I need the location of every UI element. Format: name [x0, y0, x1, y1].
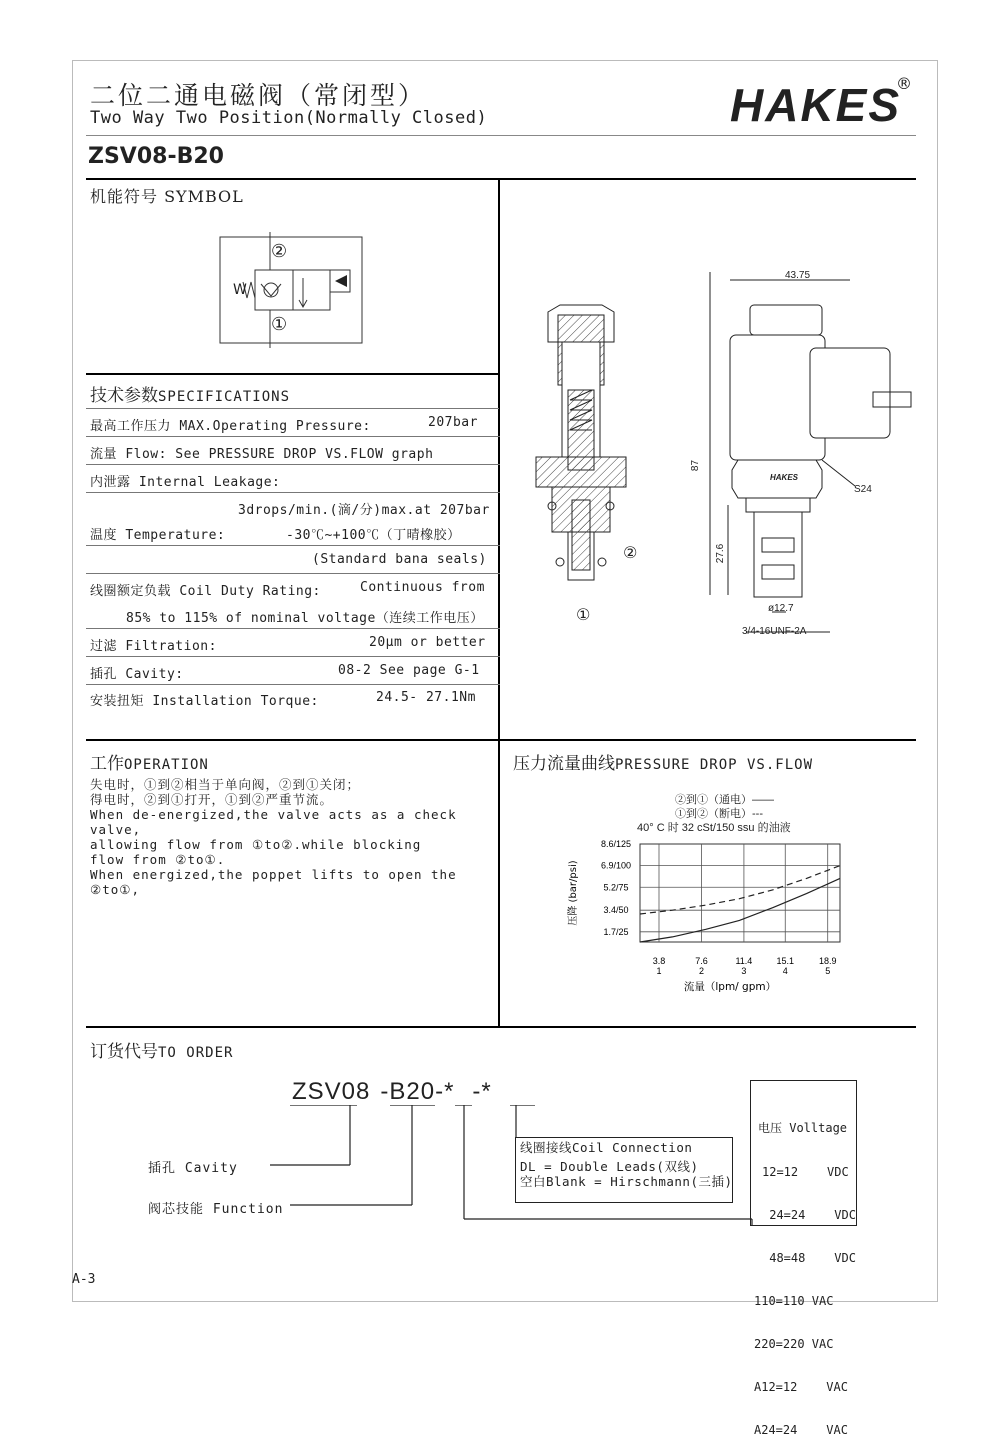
code-coil: * — [444, 1078, 455, 1105]
spec-row: (Standard bana seals) — [86, 546, 500, 574]
valve-cross-section-drawing — [510, 260, 920, 640]
spec-row: 安装扭矩 Installation Torque: 24.5- 27.1Nm — [90, 690, 476, 709]
x-tick-label-lpm: 3.8 — [652, 956, 666, 966]
page-number: A-3 — [72, 1272, 96, 1287]
y-tick-label: 8.6/125 — [600, 839, 632, 849]
function-label: 阀芯技能 Function — [148, 1202, 284, 1217]
title-cn: 二位二通电磁阀（常闭型） — [90, 81, 427, 110]
x-tick-label-lpm: 11.4 — [735, 956, 753, 966]
drawing-port2: ② — [623, 543, 638, 562]
model-number: ZSV08-B20 — [88, 144, 224, 169]
pressure-flow-chart — [560, 834, 860, 1004]
y-tick-label: 5.2/75 — [603, 882, 629, 893]
series-line-deenergized — [640, 866, 840, 914]
cavity-label: 插孔 Cavity — [148, 1161, 238, 1176]
spec-row: 3drops/min.(滴/分)max.at 207bar — [238, 503, 490, 518]
header-divider — [86, 135, 916, 136]
code-series: ZSV08 — [292, 1078, 371, 1105]
symbol-title: 机能符号 SYMBOL — [90, 187, 244, 206]
thread-spec: 3/4-16UNF-2A — [742, 626, 807, 637]
x-tick-label-lpm: 15.1 — [776, 956, 795, 966]
brand-logo: HAKES — [730, 79, 902, 131]
x-axis-label: 流量（lpm/ gpm） — [683, 981, 777, 993]
x-tick-label-gpm: 4 — [782, 966, 788, 976]
spec-row: 85% to 115% of nominal voltage（连续工作电压） — [86, 601, 500, 629]
spec-row: 温度 Temperature: -30℃~+100℃（丁晴橡胶） — [86, 518, 500, 546]
spec-row: 流量 Flow: See PRESSURE DROP VS.FLOW graph — [86, 437, 500, 465]
body-brand: HAKES — [770, 473, 799, 482]
y-tick-label: 1.7/25 — [603, 926, 629, 937]
y-tick-label: 3.4/50 — [603, 905, 629, 916]
legend-energized: ②到①（通电）—— — [675, 794, 774, 806]
order-title: 订货代号TO ORDER — [90, 1042, 234, 1062]
title-en: Two Way Two Position(Normally Closed) — [90, 108, 488, 128]
spec-row: 过滤 Filtration: 20μm or better — [86, 629, 500, 657]
x-tick-label-gpm: 1 — [656, 966, 662, 976]
model-divider — [86, 178, 916, 180]
mid-divider — [86, 739, 916, 741]
spec-top-divider — [86, 373, 499, 375]
spec-row: 插孔 Cavity: 08-2 See page G-1 — [86, 657, 500, 685]
symbol-port1: ① — [271, 314, 288, 335]
spring-label: W — [233, 282, 247, 298]
operation-text: 失电时，①到②相当于单向阀，②到①关闭； 得电时，②到①打开，①到②严重节流。 When de-energized,the valve acts as a check valve, allowing flow from ①to②.while blocking flow from ②to①. When energized,the poppet lifts to open the ②to①, — [90, 777, 457, 897]
y-axis-label: 压降 (bar/psi) — [568, 860, 579, 926]
x-tick-label-gpm: 3 — [741, 966, 747, 976]
graph-condition: 40° C 时 32 cSt/150 ssu 的油液 — [637, 822, 791, 834]
spec-row: 最高工作压力 MAX.Operating Pressure: 207bar — [86, 409, 500, 437]
spec-row: 内泄露 Internal Leakage: — [86, 465, 500, 493]
drawing-port1: ① — [576, 605, 591, 624]
plot-frame — [640, 844, 840, 942]
x-tick-label-gpm: 2 — [698, 966, 704, 976]
dim-height: 87 — [690, 459, 702, 472]
coil-connection-box: 线圈接线Coil Connection DL = Double Leads(双线) 空白Blank = Hirschmann(三插) — [515, 1137, 733, 1203]
spec-row: 线圈额定负载 Coil Duty Rating: Continuous from — [90, 580, 485, 599]
y-tick-label: 6.9/100 — [600, 860, 632, 871]
operation-title: 工作OPERATION — [90, 754, 209, 774]
hex-size: S24 — [854, 484, 872, 495]
code-voltage: * — [481, 1078, 492, 1105]
x-tick-label-lpm: 7.6 — [695, 956, 708, 966]
legend-deenergized: ①到②（断电）--- — [675, 808, 763, 820]
dim-lower: 27.6 — [715, 543, 727, 564]
dim-width: 43.75 — [785, 270, 811, 281]
spec-title: 技术参数SPECIFICATIONS — [90, 386, 291, 406]
registered-mark: ® — [896, 74, 912, 93]
code-function: B20 — [389, 1078, 436, 1105]
x-tick-label-lpm: 18.9 — [818, 956, 837, 966]
voltage-box: 电压 Volltage 12=12 VDC 24=24 VDC 48=48 VDC 110=110 VAC 220=220 VAC A12=12 VAC A24=24 VAC — [750, 1080, 857, 1226]
dim-diameter: ø12.7 — [768, 603, 794, 614]
order-code: ZSV08 -B20-* -* — [292, 1078, 492, 1105]
graph-title: 压力流量曲线PRESSURE DROP VS.FLOW — [513, 754, 814, 774]
symbol-port2: ② — [271, 241, 288, 262]
order-divider — [86, 1026, 916, 1028]
x-tick-label-gpm: 5 — [825, 966, 831, 976]
